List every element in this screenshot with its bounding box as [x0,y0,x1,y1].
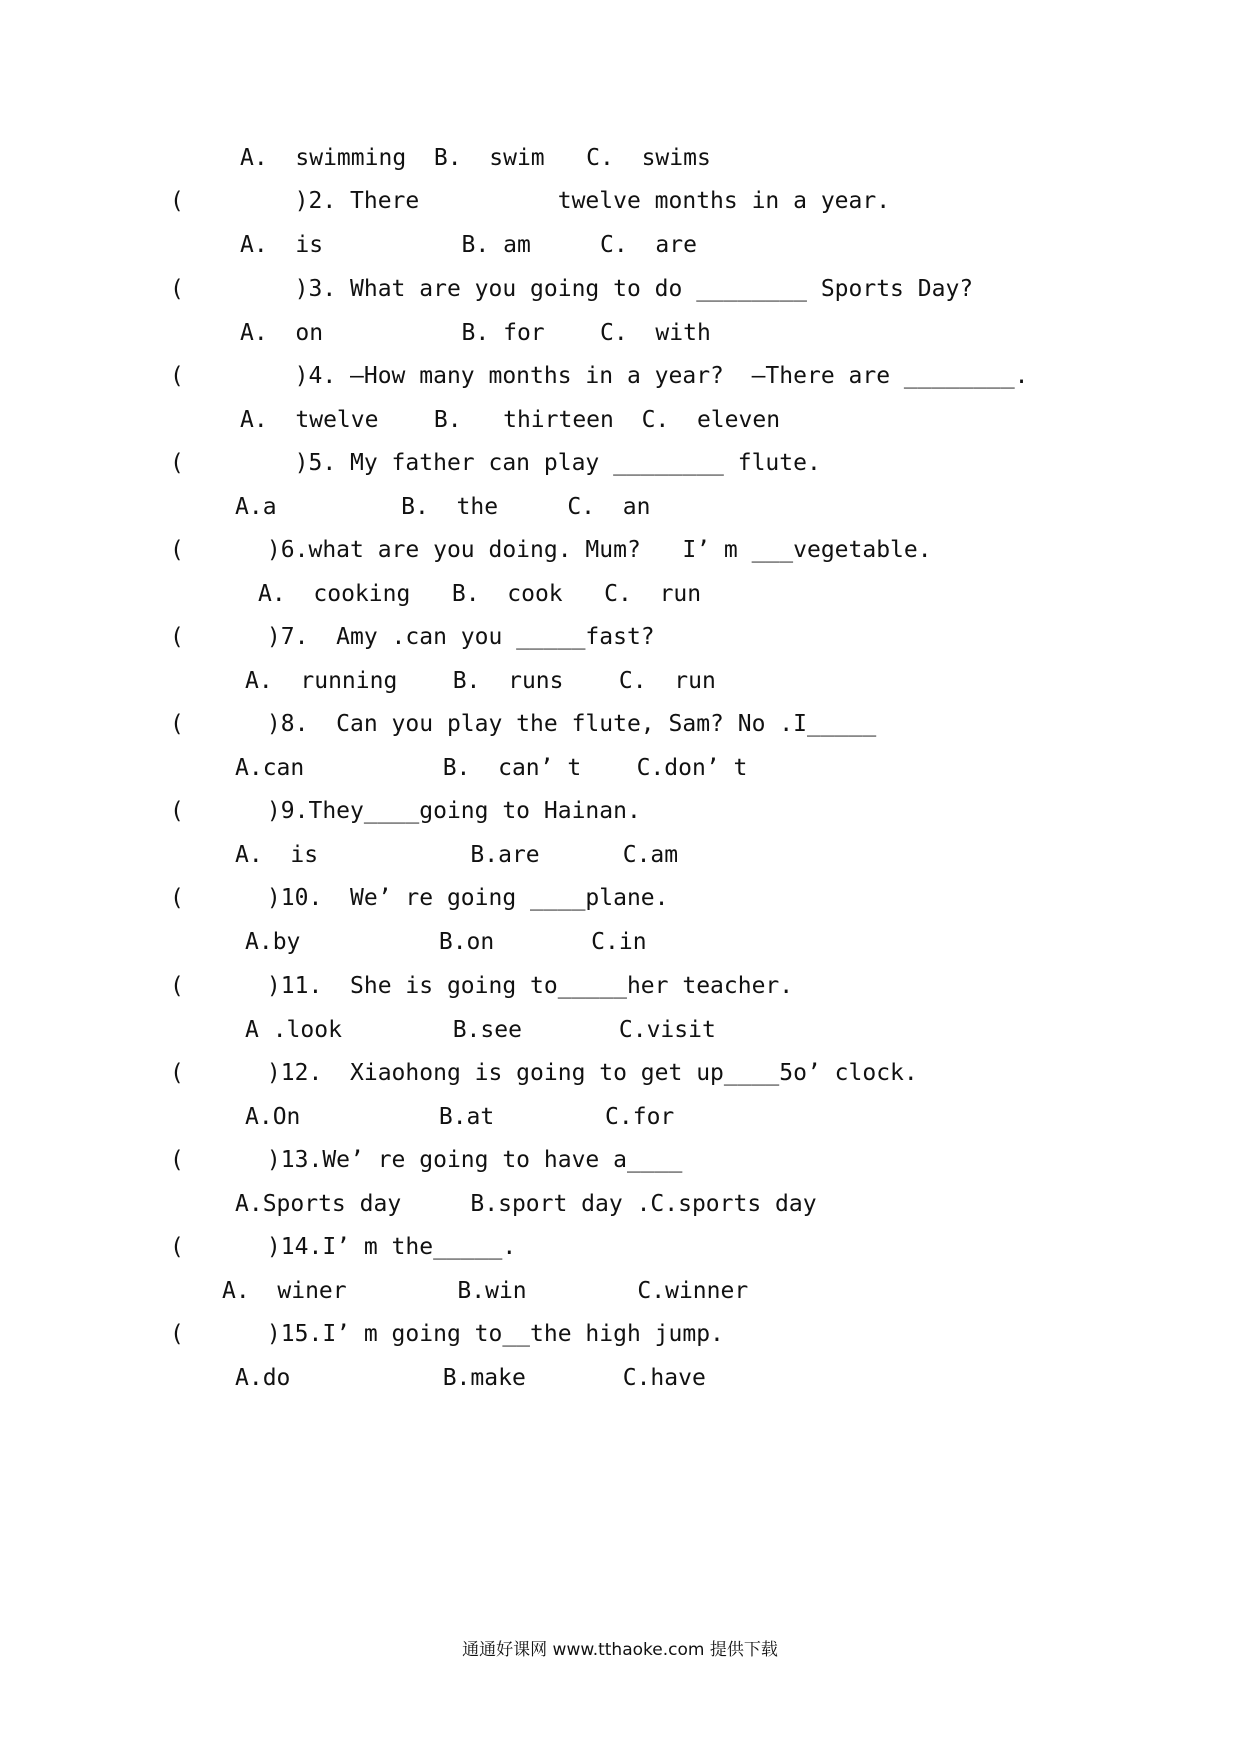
options-line: A. is B. am C. are [240,232,697,258]
options-line: A.Sports day B.sport day .C.sports day [235,1191,817,1217]
options-line: A. cooking B. cook C. run [258,581,702,607]
question-line: ( )10. We’ re going ____plane. [170,885,669,911]
options-line: A.do B.make C.have [235,1365,706,1391]
question-line: ( )6.what are you doing. Mum? I’ m ___vegetable. [170,537,932,563]
question-line: ( )7. Amy .can you _____fast? [170,624,655,650]
question-line: ( )8. Can you play the flute, Sam? No .I_____ [170,711,877,737]
options-line: A. twelve B. thirteen C. eleven [240,407,781,433]
question-line: ( )5. My father can play ________ flute. [170,450,821,476]
options-line: A. winer B.win C.winner [222,1278,749,1304]
footer-source-note: 通通好课网 www.tthaoke.com 提供下载 [462,1640,778,1660]
question-line: ( )9.They____going to Hainan. [170,798,641,824]
options-line: A. is B.are C.am [235,842,679,868]
options-line: A. swimming B. swim C. swims [240,145,711,171]
options-line: A.by B.on C.in [245,929,647,955]
question-line: ( )15.I’ m going to__the high jump. [170,1321,724,1347]
options-line: A .look B.see C.visit [245,1017,716,1043]
question-line: ( )4. —How many months in a year? —There are ________. [170,363,1029,389]
options-line: A. on B. for C. with [240,320,711,346]
options-line: A.can B. can’ t C.don’ t [235,755,748,781]
options-line: A.On B.at C.for [245,1104,675,1130]
options-line: A. running B. runs C. run [245,668,716,694]
question-line: ( )3. What are you going to do ________ Sports Day? [170,276,974,302]
question-line: ( )14.I’ m the_____. [170,1234,517,1260]
question-line: ( )11. She is going to_____her teacher. [170,973,794,999]
question-line: ( )12. Xiaohong is going to get up____5o’ clock. [170,1060,918,1086]
question-line: ( )2. There twelve months in a year. [170,188,891,214]
options-line: A.a B. the C. an [235,494,651,520]
question-line: ( )13.We’ re going to have a____ [170,1147,683,1173]
